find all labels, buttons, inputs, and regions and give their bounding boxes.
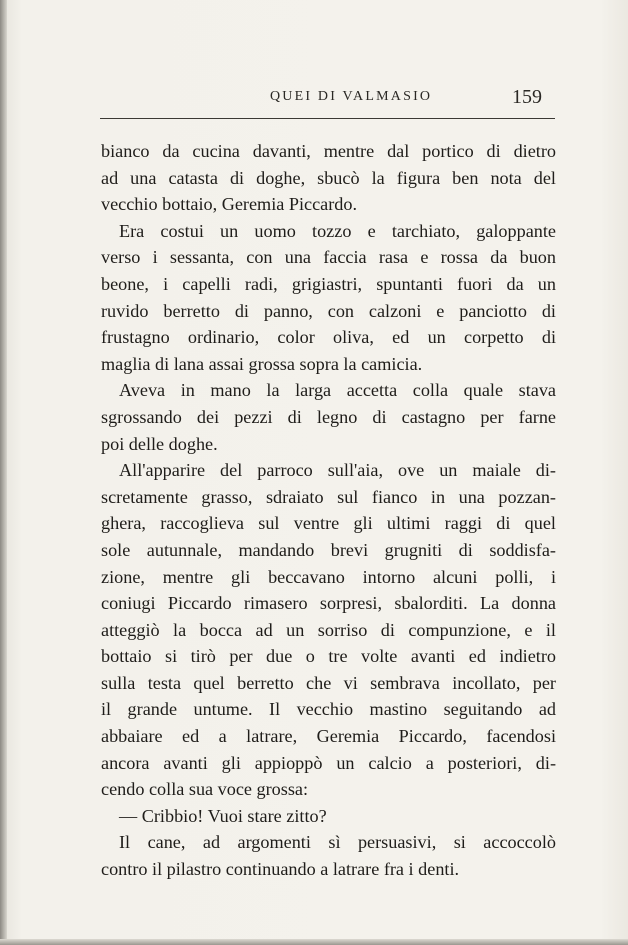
text-line: ruvido berretto di panno, con calzoni e panciotto di xyxy=(101,300,556,321)
text-line: All'apparire del parroco sull'aia, ove un maiale di- xyxy=(119,460,556,481)
text-line: vecchio bottaio, Geremia Piccardo. xyxy=(101,194,358,215)
text-line: bottaio si tirò per due o tre volte avanti ed indietro xyxy=(101,646,556,667)
text-line: sole autunnale, mandando brevi grugniti di soddisfa- xyxy=(101,539,556,560)
body-text xyxy=(101,138,556,883)
text-line: zione, mentre gli beccavano intorno alcuni polli, i xyxy=(101,566,556,587)
text-line: verso i sessanta, con una faccia rasa e rossa da buon xyxy=(101,247,556,268)
text-line: — Cribbio! Vuoi stare zitto? xyxy=(119,805,327,826)
running-title: QUEI DI VALMASIO xyxy=(270,89,433,104)
header-rule xyxy=(100,118,555,119)
text-line: ancora avanti gli appioppò un calcio a posteriori, di- xyxy=(101,752,556,773)
text-line: abbaiare ed a latrare, Geremia Piccardo, facendosi xyxy=(101,726,556,747)
running-header xyxy=(100,86,555,113)
text-line: coniugi Piccardo rimasero sorpresi, sbalorditi. La donna xyxy=(101,593,556,614)
text-line: ad una catasta di doghe, sbucò la figura ben nota del xyxy=(101,167,556,188)
text-line: scretamente grasso, sdraiato sul fianco in una pozzan- xyxy=(101,486,556,507)
text-line: sulla testa quel berretto che vi sembrava incollato, per xyxy=(101,672,556,693)
text-line: Il cane, ad argomenti sì persuasivi, si accoccolò xyxy=(119,832,556,853)
text-line: cendo colla sua voce grossa: xyxy=(101,779,309,800)
page-binding-edge xyxy=(0,0,7,945)
text-line: frustagno ordinario, color oliva, ed un corpetto di xyxy=(101,327,556,348)
text-line: beone, i capelli radi, grigiastri, spuntanti fuori da un xyxy=(101,273,556,294)
page-bottom-edge xyxy=(0,939,628,945)
text-line: maglia di lana assai grossa sopra la camicia. xyxy=(101,353,423,374)
text-line: Era costui un uomo tozzo e tarchiato, galoppante xyxy=(119,220,556,241)
text-line: Aveva in mano la larga accetta colla quale stava xyxy=(119,380,556,401)
page-number: 159 xyxy=(512,86,542,108)
text-line: poi delle doghe. xyxy=(101,433,218,454)
text-line: contro il pilastro continuando a latrare fra i denti. xyxy=(101,859,460,880)
text-line: atteggiò la bocca ad un sorriso di compunzione, e il xyxy=(101,619,556,640)
text-line: il grande untume. Il vecchio mastino seguitando ad xyxy=(101,699,556,720)
text-line: bianco da cucina davanti, mentre dal portico di dietro xyxy=(101,141,556,161)
text-line: ghera, raccoglieva sul ventre gli ultimi raggi di quel xyxy=(101,513,556,534)
text-line: sgrossando dei pezzi di legno di castagno per farne xyxy=(101,406,556,427)
